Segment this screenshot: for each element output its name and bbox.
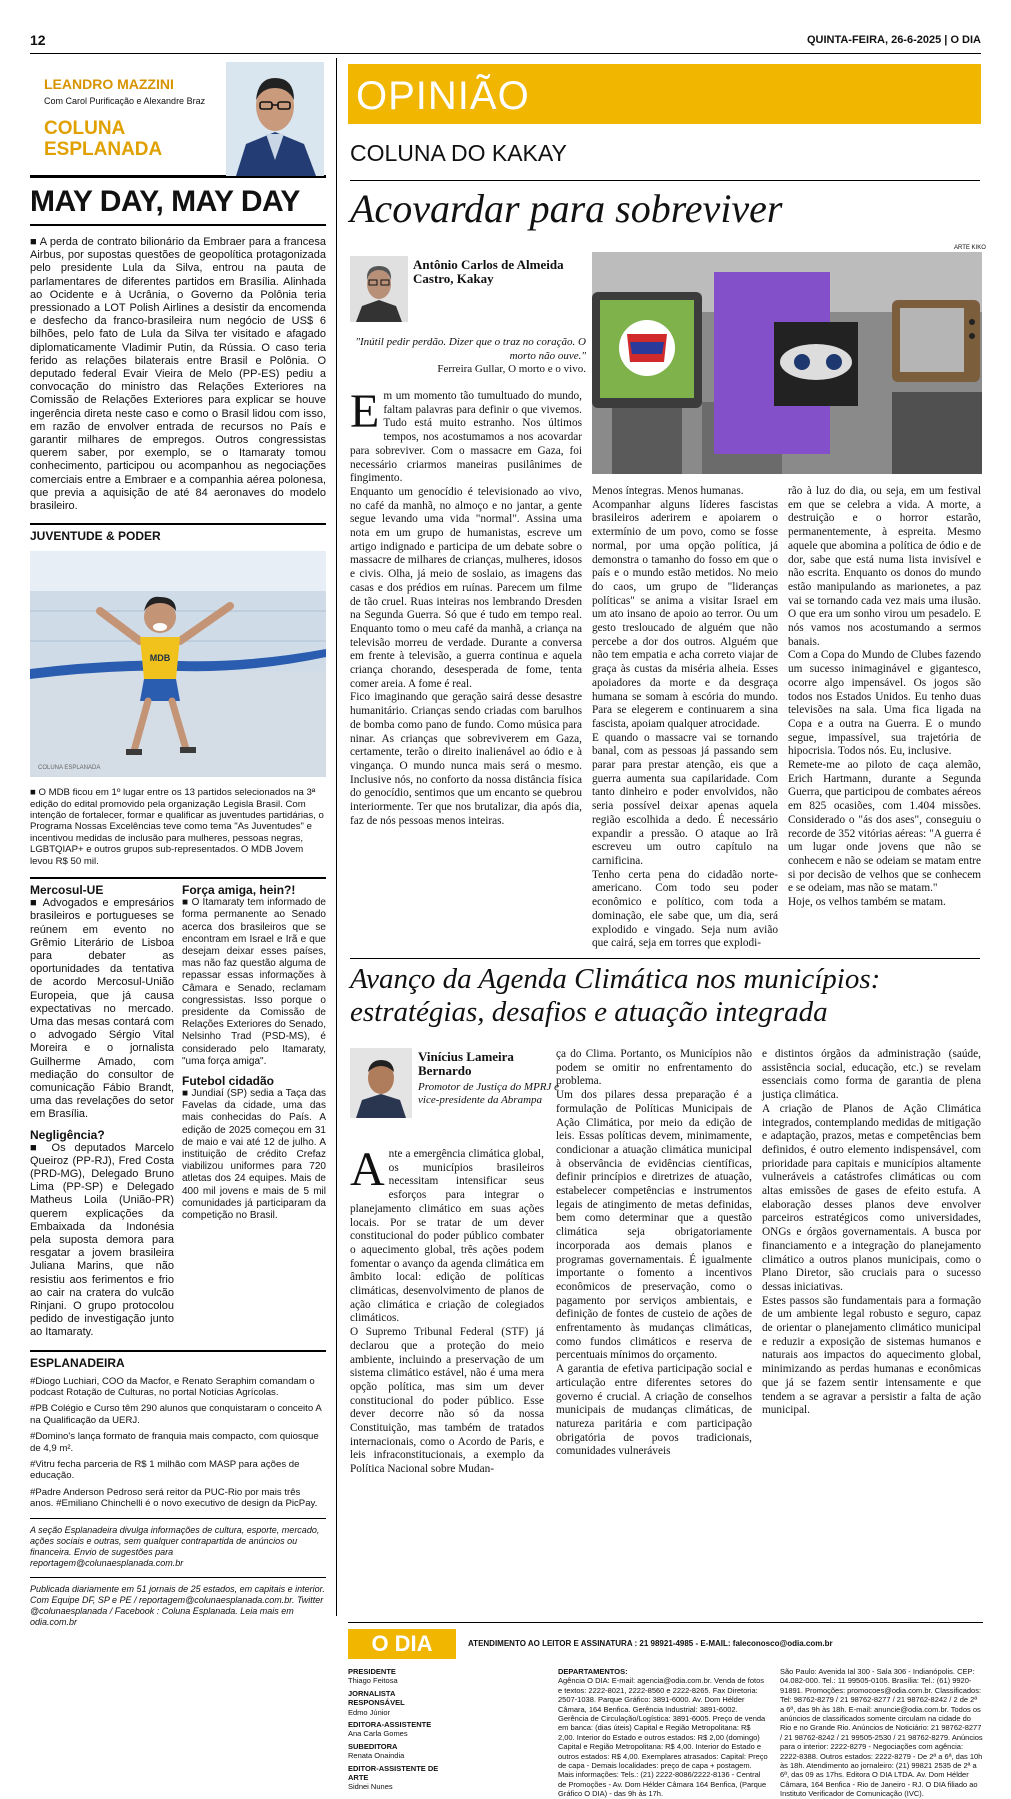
article-col-3: rão à luz do dia, ou seja, em um festival em que se celebra a vida. A morte, a destruição e o horror estarão, permanentemente, à espreita. Mesmo aquele que abomina a política de ódio e de dor, sabe que está numa lista invisível e não escrita. Enquanto os donos do mundo estão manipulando as marionetes, a paz vai se tornando cada vez mais uma ilusão. O que era um sonho virou um pesadelo. E nós vamos nos acostumando a sermos banais. Com a Copa do Mundo de Clubes fazendo um sucesso inimaginável e gigantesco, ocorre algo impensável. Os jogos são todos nos Estados Unidos. Eu tenho duas televisões na sala. Uma fica ligada na Copa e a outra na Guerra. E o mundo segue, impassível, sua trajetória de hipocrisia. Todos nós. Eu, inclusive. Remete-me ao piloto de caça alemão, Erich Hartmann, durante a Segunda Guerra, que participou de combates aéreos em 825 ocasiões, com 1.404 missões. Considerado o "ás dos ases", conseguiu o recorde de 352 vitórias aéreas: "A guerra é um lugar onde jovens que não se conhecem e não se odeiam se matam entre si por decisão de velhos que se conhecem e se odeiam, mas não se matam." Hoje, os velhos também se matam. (788, 485, 981, 909)
footer-staff: PRESIDENTE Thiago Feitosa JORNALISTA RESPONSÁVEL Edmo Júnior EDITORA-ASSISTENTE Ana Carla Gomes SUBEDITORA Renata Onaindia EDITOR-ASSISTENTE DE ARTE Sidnei Nunes (348, 1667, 439, 1792)
author-photo-kakay (350, 256, 408, 322)
forca-text: ■ O Itamaraty tem informado de forma permanente ao Senado acerca dos brasileiros que se encontram em Israel e Irã e que desejam deixar esses países, mas não faz questão alguma de repassar essas informações à Câmara e Senado, reclamam congressistas. Isso porque o presidente da Comissão de Relações Exteriores do Senado, Nelsinho Trad (PSD-MS), é considerado pelo Itamaraty, "uma força amiga". (182, 897, 326, 1067)
footer-departments: DEPARTAMENTOS: Agência O DIA: E-mail: agencia@odia.com.br. Venda de fotos e textos: 2222-8021, 2222-8560 e 2222-8265. Fax Diretoria: 2507-1038. Parque Gráfico: 3891-6000. Av. Dom Hélder Câmara, 164 Benfica. Gerência Industrial: 3891-6002. Gerência de Circulação/Logística: 3891-6005. Preço de venda em banca: (dias úteis) Capital e Região Metropolitana: R$ 2,00. Interior do Estado e outros estados: R$ 2,00 (domingo) Capital e Região Metropolitana: R$ 4,00. Interior do Estado e outros estados: R$ 4,00. Exemplares atrasados: Capital: Preço de capa - Demais localidades: preço de capa + postagem. Mais informações: Tels.: (21) 2222-8086/2222-8136 - Central de Promoções - Av. Dom Hélder Câmara 164 Benfica, (Parque Gráfico O DIA) - das 9h às 17h. (558, 1667, 768, 1799)
epigraph-source: Ferreira Gullar, O morto e o vivo. (437, 363, 586, 375)
list-item: #Padre Anderson Pedroso será reitor da PUC-Rio por mais três anos. #Emiliano Chinchelli é o novo executivo de design da PicPay. (30, 1486, 318, 1510)
column-name: COLUNA DO KAKAY (350, 140, 567, 166)
author-photo-vinicius (350, 1048, 412, 1118)
second-col-3: e distintos órgãos da administração (saúde, assistência social, educação, etc.) se revelam essenciais como forma de garantia de plena justiça climática. A criação de Planos de Ação Climática integrados, contemplando medidas de mitigação e adaptação, prazos, metas e competências bem definidos, é outro elemento indispensável, com prioridade para capitais e municípios altamente vulneráveis a catástrofes climáticas ou com altas emissões de gases de efeito estufa. A elaboração desses planos deve envolver parceiros estratégicos como universidades, ONGs e órgãos governamentais. A busca por financiamento e a integração do planejamento climático a outros planos municipais, como o Plano Diretor, são cruciais para o sucesso dessas iniciativas. Estes passos são fundamentais para a formação de um ambiente legal robusto e seguro, capaz de orientar o planejamento climático municipal e reduzir a exposição de sistemas humanos e naturais aos impactos do aquecimento global, minimizando as perdas humanas e econômicas que já se fazem sentir intensamente e que tendem a se agravar a persistir a falta de ação municipal. (762, 1048, 981, 1417)
header-brand: O DIA (950, 34, 981, 46)
mercosul-heading: Mercosul-UE (30, 883, 104, 898)
coluna-esplanada (30, 60, 326, 1628)
second-author-role: Promotor de Justiça do MPRJ e vice-presidente da Abrampa (418, 1081, 560, 1106)
second-col-2: ça do Clima. Portanto, os Municípios não podem se omitir no enfrentamento do problema. Um dos pilares dessa preparação é a formulação de Políticas Municipais de Ação Climática, por meio da edição de leis. Essas políticas devem, minimamente, condicionar a atuação climática municipal à observância de evidências científicas, definir princípios e diretrizes de atuação, estabelecer competências e instrumentos legais de atingimento de metas definidas, bem como determinar que a questão climática seja obrigatoriamente incorporada aos demais planos e programas governamentais. É igualmente importante o fomento a incentivos econômicos de preservação, como o pagamento por serviços ambientais, e definição de fontes de custeio de ações de enfrentamento às mudanças climáticas, como fundos climáticos e reserva de percentuais mínimos do orçamento. A garantia de efetiva participação social e articulação entre diferentes setores do governo é crucial. A criação de conselhos municipais de mudanças climáticas, de natureza paritária e com participação obrigatória de povos tradicionais, comunidades vulneráveis (556, 1048, 752, 1458)
dropcap: A (350, 1143, 385, 1196)
negligencia-heading: Negligência? (30, 1127, 105, 1142)
article-illustration (592, 252, 982, 474)
list-item: #Diogo Luchiari, COO da Macfor, e Renato Seraphim comandam o podcast Rotação de Culturas, no portal Notícias Agrícolas. (30, 1375, 315, 1399)
epigraph: "Inútil pedir perdão. Dizer que o traz no coração. O morto não ouve." Ferreira Gullar, O morto e o vivo. (350, 336, 586, 377)
negligencia-text: ■ Os deputados Marcelo Queiroz (PP-RJ), Fred Costa (PRD-MG), Delegado Bruno Lima (PP-SP) e Delegado Matheus Loila (União-PR) querem explicações da Embaixada da Indonésia pela suposta demora para resgatar a jovem brasileira Juliana Marins, que não resistiu aos ferimentos e frio ao cair na cratera do vulcão Rinjani. O grupo protocolou pedido de investigação junto ao Itamaraty. (30, 1141, 174, 1339)
cartoon-shirt-text: MDB (149, 653, 171, 664)
header-date: QUINTA-FEIRA, 26-6-2025 | O DIA (806, 34, 981, 46)
column-divider (336, 58, 337, 1616)
cartoon-illustration (30, 551, 326, 777)
second-author: Vinícius Lameira Bernardo (418, 1049, 514, 1078)
esplanadeira-heading: ESPLANADEIRA (30, 1350, 326, 1370)
notes-columns (30, 883, 326, 1340)
author-byline: Antônio Carlos de Almeida Castro, Kakay (413, 257, 564, 286)
esplanadeira-list (30, 1376, 326, 1510)
art-credit: ARTE KIKO (954, 245, 986, 251)
juventude-heading: JUVENTUDE & PODER (30, 523, 326, 543)
list-item: #Domino's lança formato de franquia mais compacto, com quiosque de 4,9 m². (30, 1431, 319, 1454)
section-title: OPINIÃO (356, 74, 530, 118)
list-item: #Vitru fecha parceria de R$ 1 milhão com MASP para ações de educação. (30, 1459, 300, 1482)
column-label: COLUNA ESPLANADA (44, 118, 163, 160)
page-header (30, 32, 981, 54)
masthead-footer (348, 1622, 983, 1799)
date-label: QUINTA-FEIRA, 26-6-2025 (806, 34, 942, 46)
column-headline: MAY DAY, MAY DAY (30, 185, 300, 218)
author-photo (226, 62, 324, 176)
list-item: #PB Colégio e Curso têm 290 alunos que conquistaram o conceito A na Qualificação da UERJ. (30, 1403, 322, 1426)
forca-heading: Força amiga, hein?! (182, 883, 296, 898)
article-headline: Acovardar para sobreviver (350, 180, 980, 232)
publication-footnote: Publicada diariamente em 51 jornais de 25 estados, em capitais e interior. Com Equipe DF, SP e PE / reportagem@colunaesplanada.com.br. Twitter @colunaesplanada / Facebook : Coluna Esplanada. Leia mais em odia.com.br (30, 1583, 325, 1627)
footer-contact: ATENDIMENTO AO LEITOR E ASSINATURA : 21 98921-4985 - E-MAIL: faleconosco@odia.com.br (468, 1639, 833, 1648)
esplanadeira-footnote: A seção Esplanadeira divulga informações de cultura, esporte, mercado, ações sociais e outras, sem qualquer contrapartida de anúncios ou financeira. Envio de sugestões para reportagem@colunaesplanada.com.br (30, 1524, 320, 1568)
futebol-text: ■ Jundiaí (SP) sedia a Taça das Favelas da cidade, uma das mais conhecidas do País. A edição de 2025 começou em 31 de maio e vai até 12 de julho. A instituição de crédito Crefaz viabilizou uniformes para 720 atletas dos 24 equipes. Mais de 400 mil jovens e mais de 5 mil comunidades já participaram da competição no Brasil. (182, 1087, 327, 1221)
lead-text: ■ A perda de contrato bilionário da Embraer para a francesa Airbus, por supostas questões de geopolítica protagonizada pelo presidente Lula da Silva, entrou na pauta de parlamentares de diferentes partidos em Brasília. Alinhada ao Ocidente e à Ucrânia, o Governo da Polônia teria pressionado a LOT Polish Airlines a desistir da encomenda e desfecho da franco-brasileira num negócio de US$ 6 bilhões, pelo fato de Lula da Silva ter visitado e afagado diplomaticamente Vladimir Putin, da Rússia. O caso teria ferido as relações bilaterais entre Brasil e Polônia. O deputado federal Evair Vieira de Melo (PP-ES) pediu a convocação do ministro das Relações Exteriores na Comissão de Relações Exteriores para explicar se houve ingerência direta neste caso e como o Brasil lidou com isso, em razão de envolver entrada de recursos no País e garantir milhares de empregos. Outros congressistas querem saber, por exemplo, se o Itamaraty tomou conhecimento, participou ou acompanhou as negociações comerciais entre a Embraer e a companhia aérea polonesa, que previa a aquisição de até 84 aeronaves do modelo brasileiro. (30, 236, 326, 513)
article-col-2: Menos íntegras. Menos humanas. Acompanhar alguns líderes fascistas brasileiros aderirem e apoiarem o extermínio de um povo, como se fosse normal, por uma opção política, já demonstra o tamanho do fosso em que o país e o mundo estão metidos. No meio do caos, um grupo de "lideranças políticas" se anima a visitar Israel em um ato insano de apoio ao terror. Ou um gesto tresloucado de alguém que não percebe a dor dos outros. Alguém que não tem empatia e acha correto viajar de graça às custas da miséria alheia. Esses apoiadores da morte e da desgraça humana se somam à escória do mundo. Para se elegerem e continuarem a sina fascista, apoiam qualquer atrocidade. E quando o massacre vai se tornando banal, com as pessoas já passando sem parar para prestar atenção, eis que a guerra aumenta sua capilaridade. Com tanto dinheiro e poder envolvidos, não seria possível deixar apenas aquela região escolhida a dedo. É necessário expandir a pressão. O ataque ao Irã escreveu um outro capítulo na carnificina. Tenho certa pena do cidadão norte-americano. Com todo seu poder econômico e político, com toda a dominação, ele sabe que, um dia, será explodido e vingado. Seja num avião que cairá, seja em torres que explodi- (592, 485, 778, 950)
dropcap: E (350, 385, 380, 438)
second-byline (418, 1050, 568, 1107)
cartoon-logo: COLUNA ESPLANADA (38, 765, 101, 772)
footer-offices: São Paulo: Avenida Ial 300 - Sala 306 - Indianópolis. CEP: 04.082-000. Tel.: 11 99505-0105. Brasília: Tel.: (61) 9920-91891. Promoções: promocoes@odia.com.br. Classificados: Tel: 98762-8279 / 21 98762-8277 / 21 98762-8242 / 2 de 2ª a 6ª, das 9h às 18h. E-mail: anuncie@odia.com.br. Todos os anúncios de classificados somente circulam na cidade do Rio e no Grande Rio. Anúncios de Noticiário: 21 98762-8277 / 21 98762-8242 / 21 99505-2530 / 21 98762-8279. Anúncios para o interior: 2222-8279 - Negociações com agência: 2222-8388. Outros estados: 2222-8279 - De 2ª a 6ª, das 10h às 18h. Atendimento ao jornaleiro: (21) 99821 2535 de 2ª a 6ª, das 09 as 17hs. Editora O DIA LTDA. Av. Dom Hélder Câmara, 164 Benfica - Rio de Janeiro - RJ. O DIA filiado ao Instituto Verificador de Comunicação (IVC). (780, 1667, 983, 1799)
page-number: 12 (30, 32, 46, 48)
author-name: LEANDRO MAZZINI (44, 76, 174, 92)
author-credits: Com Carol Purificação e Alexandre Braz (44, 96, 206, 106)
futebol-heading: Futebol cidadão (182, 1073, 275, 1088)
mercosul-text: ■ Advogados e empresários brasileiros e portugueses se reúnem em evento no Grêmio Literário de Lisboa para debater as oportunidades da tentativa de acordo Mercosul-União Europeia, que já causa expectativas no mercado. Uma das mesas contará com o advogado Sérgio Vital Moreira e o jornalista Guilherme Amado, com mediação do consultor de comunicação Fábio Brandt, uma das revelações do setor em Brasília. (30, 897, 175, 1121)
second-col-1: Ante a emergência climática global, os municípios brasileiros necessitam intensificar seus esforços para integrar o planejamento climático em suas ações locais. Por se tratar de um dever constitucional do poder público combater o aquecimento global, três ações podem fomentar o avanço da agenda climática em âmbito local: edição de políticas climáticas, desenvolvimento de planos de ação climática e criação de colegiados climáticos. O Supremo Tribunal Federal (STF) já declarou que a proteção do meio ambiente, incluindo a preservação de um sistema climático estável, não é uma mera opção política, mas sim um dever constitucional do poder público. Esse dever decorre não só da nossa Constituição, mas também de tratados internacionais, como o Acordo de Paris, e leis infraconstitucionais, a exemplo da Política Nacional sobre Mudan- (350, 1143, 544, 1476)
footer-logo: O DIA (348, 1629, 456, 1659)
second-headline: Avanço da Agenda Climática nos municípios: estratégias, desafios e atuação integrada (350, 958, 980, 1029)
article-col-1: Em um momento tão tumultuado do mundo, faltam palavras para definir o que vivemos. Tudo está muito estranho. Nos últimos tempos, nos acostumamos a nos acovardar para sobreviver. Com o massacre em Gaza, foi necessário criarmos maneiras pusilânimes de fingimento. Enquanto um genocídio é televisionado ao vivo, no café da manhã, no almoço e no jantar, a gente segue levando uma vida "normal". Assina uma nota em um grupo de humanistas, escreve um artigo indignado e participa de um debate sobre o massacre de milhares de crianças, mulheres, idosos e civis. Olha, já meio de soslaio, as imagens das casas e dos prédios em ruínas. Parecem um filme de tão cruel. Ruas inteiras nos lembrando Dresden na Segunda Guerra. Só que é tudo em tempo real. Enquanto tomo o meu café da manhã, a criança na televisão morreu de verdade. Durante a conversa em frente à televisão, a guerra continua e aquela criança chorando, desesperada de fome, tenta comer areia. A fome é real. Fico imaginando que geração sairá desse desastre humanitário. Crianças sendo criadas com barulhos de bomba como pano de fundo. Como música para ninar. As crianças que sobreviverem em Gaza, certamente, terão o direito inalienável ao ódio e à vingança. O mundo nunca mais será o mesmo. Inclusive nós, no conforto da nossa distância física do genocídio, sentimos que um encanto se quebrou interiormente. Ter que nos brutalizar, dia após dia, faz de nós pessoas menos inteiras. (350, 385, 582, 827)
column-header (30, 60, 326, 178)
juventude-text: ■ O MDB ficou em 1º lugar entre os 13 partidos selecionados na 3ª edição do edital promovido pela organização Legisla Brasil. Com intenção de fortalecer, formar e qualificar as juventudes partidárias, o Programa Nossas Excelências teve como tema "As Juventudes" e incentivou medidas de inclusão para mulheres, pessoas negras, LGBTQIAP+ e outros grupos sub-representados. O MDB Jovem levou R$ 50 mil. (30, 787, 324, 867)
